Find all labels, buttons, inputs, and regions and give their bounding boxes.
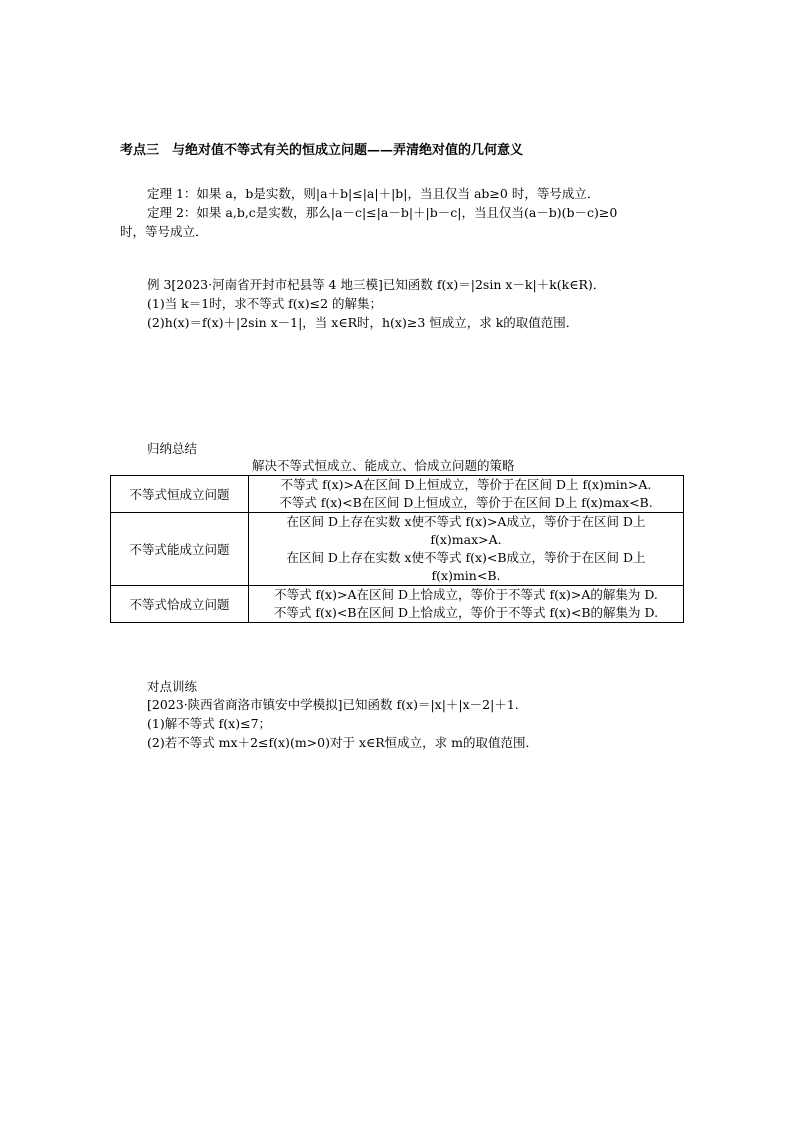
example-question-2: (2)h(x)＝f(x)＋|2sin x－1|，当 x∈R时，h(x)≥3 恒成立，求 k的取值范围．: [147, 315, 579, 330]
table-row: [111, 476, 684, 513]
row-line: 不等式 f(x)>A在区间 D上恰成立，等价于不等式 f(x)>A的解集为 D.: [274, 587, 658, 602]
example-intro: 例 3[2023·河南省开封市杞县等 4 地三模]已知函数 f(x)＝|2sin x－k|＋k(k∈R)．: [147, 277, 606, 292]
practice-question-2: (2)若不等式 mx＋2≤f(x)(m>0)对于 x∈R恒成立，求 m的取值范围．: [147, 735, 538, 750]
row-label: 不等式恒成立问题: [111, 476, 249, 513]
summary-caption: 解决不等式恒成立、能成立、恰成立问题的策略: [252, 458, 515, 473]
row-line: 不等式 f(x)>A在区间 D上恒成立，等价于在区间 D上 f(x)min>A.: [280, 477, 652, 492]
section-heading: 考点三 与绝对值不等式有关的恒成立问题——弄清绝对值的几何意义: [120, 143, 524, 158]
row-line: 在区间 D上存在实数 x使不等式 f(x)>A成立，等价于在区间 D上: [286, 514, 646, 529]
table-row: [111, 586, 684, 623]
summary-label: 归纳总结: [147, 441, 198, 456]
row-label: 不等式恰成立问题: [111, 586, 249, 623]
row-content: [249, 586, 684, 623]
theorem-1: 定理 1：如果 a，b是实数，则|a＋b|≤|a|＋|b|，当且仅当 ab≥0 时，等号成立．: [147, 186, 600, 201]
row-label: 不等式能成立问题: [111, 513, 249, 586]
row-content: [249, 513, 684, 586]
row-line: 不等式 f(x)<B在区间 D上恒成立，等价于在区间 D上 f(x)max<B.: [279, 495, 653, 510]
theorem-2: 定理 2：如果 a,b,c是实数，那么|a－c|≤|a－b|＋|b－c|，当且仅当(a－b)(b－c)≥0: [147, 205, 618, 220]
row-line: f(x)min<B.: [431, 568, 501, 583]
practice-question-1: (1)解不等式 f(x)≤7；: [147, 716, 272, 731]
practice-label: 对点训练: [147, 679, 198, 694]
theorem-2-continued: 时，等号成立．: [120, 224, 208, 239]
row-line: 不等式 f(x)<B在区间 D上恰成立，等价于不等式 f(x)<B的解集为 D.: [273, 605, 659, 620]
practice-intro: [2023·陕西省商洛市镇安中学模拟]已知函数 f(x)＝|x|＋|x－2|＋1.: [147, 697, 519, 712]
strategy-table: [110, 475, 684, 623]
row-line: f(x)max>A.: [430, 532, 502, 547]
row-content: [249, 476, 684, 513]
example-question-1: (1)当 k＝1时，求不等式 f(x)≤2 的解集；: [147, 296, 383, 311]
row-line: 在区间 D上存在实数 x使不等式 f(x)<B成立，等价于在区间 D上: [286, 550, 646, 565]
table-row: [111, 513, 684, 586]
